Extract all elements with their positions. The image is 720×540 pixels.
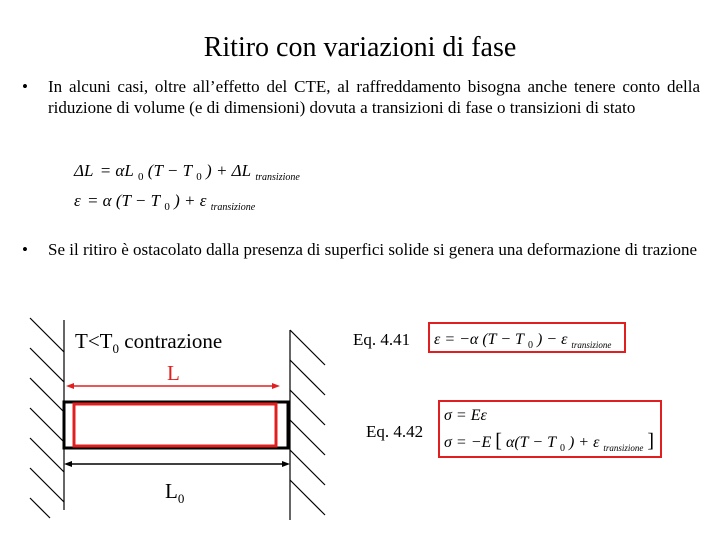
eq-4-41-box xyxy=(428,322,628,354)
eq-4-41-formula: ε = −α (T − T $_0$ ) − ε $_{transizione}$ xyxy=(434,331,612,351)
formula-epsilon: ε = α (T − T $_0$ ) + ε $_{transizione}$ xyxy=(74,191,256,213)
eq-4-42-line1: σ = Eε xyxy=(444,407,487,424)
eq-4-42-label: Eq. 4.42 xyxy=(366,422,424,441)
eq-4-42-line2: σ = −E [ α(T − T $_0$ ) + ε $_{transizione}$ ] xyxy=(444,430,655,454)
constrained-bar-diagram xyxy=(20,310,340,530)
l-label: L xyxy=(167,361,180,385)
bullet-dot: • xyxy=(22,240,28,259)
formula-delta-l: ΔL = αL $_0$ (T − T $_0$ ) + ΔL $_{transizione}$ xyxy=(74,161,300,183)
bullet-text-1: In alcuni casi, oltre all’effetto del CTE, al raffreddamento bisogna anche tenere conto della riduzione di volume (e di dimensioni) dovuta a transizioni di fase o transizioni di stato xyxy=(48,77,700,117)
bullet-item-1 xyxy=(22,76,700,118)
contracted-bar xyxy=(74,404,276,446)
right-wall xyxy=(290,330,325,520)
l0-label: $L_0$ xyxy=(165,479,185,506)
original-bar xyxy=(64,402,288,448)
bullet-text-2: Se il ritiro è ostacolato dalla presenza di superfici solide si genera una deformazione di trazione xyxy=(48,240,698,259)
eq-4-41-label: Eq. 4.41 xyxy=(353,330,411,349)
slide-title: Ritiro con variazioni di fase xyxy=(203,32,517,63)
bullet-item-2 xyxy=(22,239,700,260)
eq-4-42-box xyxy=(438,400,664,460)
left-wall xyxy=(30,318,64,518)
formula-block xyxy=(72,152,312,218)
condition-label: $T<T_0$ contrazione xyxy=(75,329,223,356)
length-l0-arrow xyxy=(64,461,290,467)
bullet-dot: • xyxy=(22,77,28,96)
